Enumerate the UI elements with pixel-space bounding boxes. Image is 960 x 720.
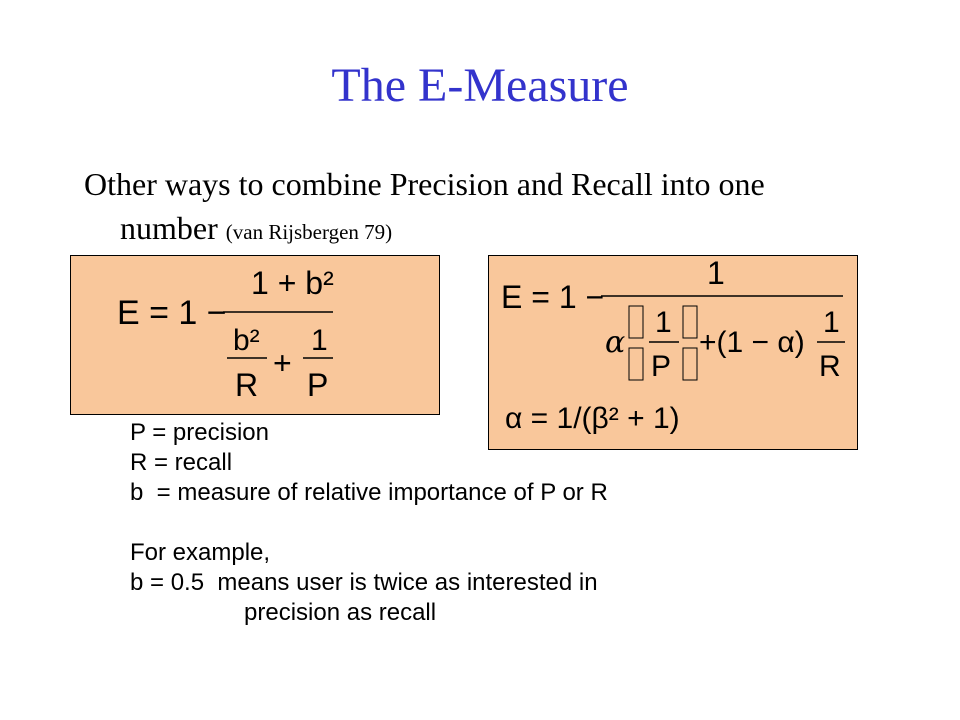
formula-right-alpha: α	[605, 325, 626, 360]
formula-right-middle: +(1 − α)	[699, 326, 805, 359]
formula-right-missing-glyph-tr	[683, 306, 697, 338]
example-intro: For example,	[130, 539, 271, 566]
formula-right-missing-glyph-br	[683, 348, 697, 380]
example-line-1: b = 0.5 means user is twice as interested in	[130, 569, 598, 596]
formula-right-frac1-den: P	[651, 350, 672, 383]
formula-box-left	[70, 255, 440, 415]
formula-right-alpha-def: α = 1/(β² + 1)	[505, 402, 680, 435]
example-line-2: precision as recall	[244, 599, 437, 626]
bullet-citation: (van Rijsbergen 79)	[225, 220, 393, 244]
formula-right-frac2-num: 1	[823, 306, 840, 339]
bullet-line-2-wrap	[84, 206, 904, 254]
formula-left-den1-den: R	[235, 367, 259, 403]
formula-left-svg	[71, 256, 441, 416]
slide-title: The E-Measure	[331, 59, 629, 112]
formula-left-den1-num: b²	[233, 324, 260, 357]
definition-p: P = precision	[130, 419, 269, 446]
formula-right-numerator: 1	[707, 256, 725, 291]
formula-left-den2-den: P	[307, 367, 329, 403]
definitions-spacer	[130, 508, 890, 538]
bullet-line-2: number	[120, 210, 218, 246]
definitions-block	[130, 418, 890, 628]
formula-left-den-plus: +	[273, 345, 292, 381]
formula-right-missing-glyph-bl	[629, 348, 643, 380]
definition-r: R = recall	[130, 449, 233, 476]
bullet-text	[84, 162, 904, 254]
bullet-line-1: Other ways to combine Precision and Recall into one	[84, 166, 765, 202]
formula-right-frac1-num: 1	[655, 306, 672, 339]
formula-right-lhs: E = 1 −	[501, 279, 605, 315]
formula-right-missing-glyph-tl	[629, 306, 643, 338]
definition-b: b = measure of relative importance of P or R	[130, 479, 608, 506]
formula-left-numerator: 1 + b²	[251, 265, 334, 301]
formula-right-frac2-den: R	[819, 350, 841, 383]
formula-left-lhs: E = 1 −	[117, 294, 227, 332]
formula-left-den2-num: 1	[311, 324, 328, 357]
